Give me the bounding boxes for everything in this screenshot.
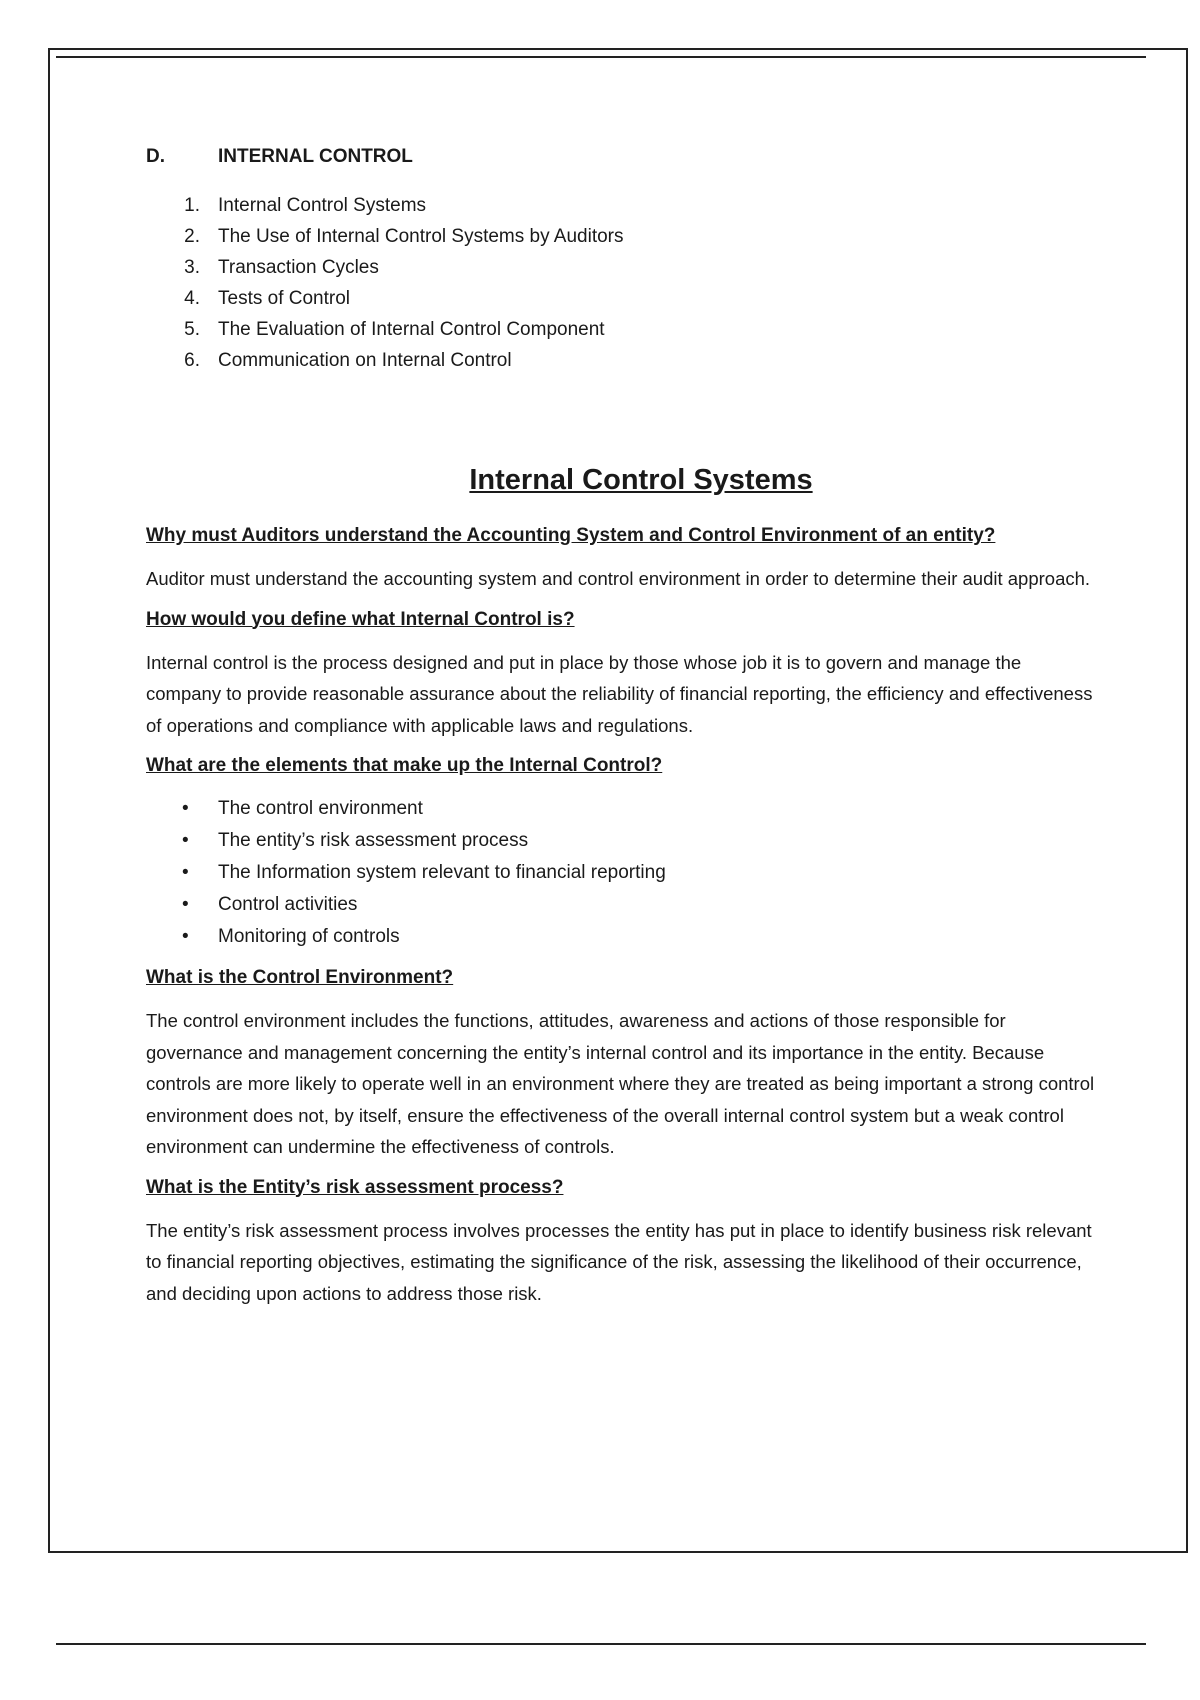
topic-list [146,190,1096,376]
footer-rule [56,1643,1146,1645]
list-item [146,889,1096,921]
topic-item [146,252,1096,283]
question-heading: What is the Entity’s risk assessment process? [146,1176,564,1198]
section-heading [146,146,1096,168]
section-title: INTERNAL CONTROL [218,146,413,167]
topic-text: Communication on Internal Control [218,350,512,371]
bullet-icon: • [182,830,189,851]
list-item [146,825,1096,857]
bullet-icon: • [182,894,189,915]
header-rule [56,56,1146,58]
section-letter: D. [146,146,165,167]
topic-item [146,283,1096,314]
topic-number: 2. [184,226,200,247]
topic-number: 5. [184,319,200,340]
page-title: Internal Control Systems [469,464,813,496]
topic-item [146,345,1096,376]
answer-paragraph: The entity’s risk assessment process involves processes the entity has put in place to identify business risk relevant to financial reporting objectives, estimating the significance of the risk, assessing the likelihood of their occurrence, and deciding upon actions to address those risk. [146,1219,1092,1304]
elements-list [146,793,1096,953]
topic-text: Tests of Control [218,288,350,309]
topic-text: The Evaluation of Internal Control Component [218,319,605,340]
document-content [146,146,1096,1323]
topic-number: 4. [184,288,200,309]
topic-text: Internal Control Systems [218,195,427,216]
question-heading: Why must Auditors understand the Accounting System and Control Environment of an entity? [146,525,996,546]
topic-item [146,314,1096,345]
list-item [146,793,1096,825]
topic-text: Transaction Cycles [218,257,379,278]
list-item [146,857,1096,889]
list-item-text: Control activities [218,894,358,915]
answer-paragraph: The control environment includes the functions, attitudes, awareness and actions of those responsible for governance and management concerning the entity’s internal control and its importance in the entity. Because controls are more likely to operate well in an environment where they are treated as being important a strong control environment does not, by itself, ensure the effectiveness of the overall internal control system but a weak control environment can undermine the effectiveness of controls. [146,1010,1095,1157]
topic-text: The Use of Internal Control Systems by Auditors [218,226,624,247]
topic-number: 3. [184,257,200,278]
topic-item [146,190,1096,221]
question-heading: What is the Control Environment? [146,967,454,988]
question-heading: What are the elements that make up the Internal Control? [146,755,663,776]
list-item-text: Monitoring of controls [218,926,400,947]
bullet-icon: • [182,862,189,883]
list-item [146,921,1096,953]
list-item-text: The Information system relevant to financial reporting [218,862,666,883]
topic-number: 1. [184,195,200,216]
question-heading: How would you define what Internal Control is? [146,608,575,630]
list-item-text: The entity’s risk assessment process [218,830,529,851]
list-item-text: The control environment [218,798,423,819]
answer-paragraph: Auditor must understand the accounting system and control environment in order to determine their audit approach. [146,568,1091,589]
bullet-icon: • [182,926,189,947]
topic-item [146,221,1096,252]
bullet-icon: • [182,798,189,819]
answer-paragraph: Internal control is the process designed and put in place by those whose job it is to govern and manage the company to provide reasonable assurance about the reliability of financial reporting, the efficiency and effectiveness of operations and compliance with applicable laws and regulations. [146,651,1093,736]
topic-number: 6. [184,350,200,371]
